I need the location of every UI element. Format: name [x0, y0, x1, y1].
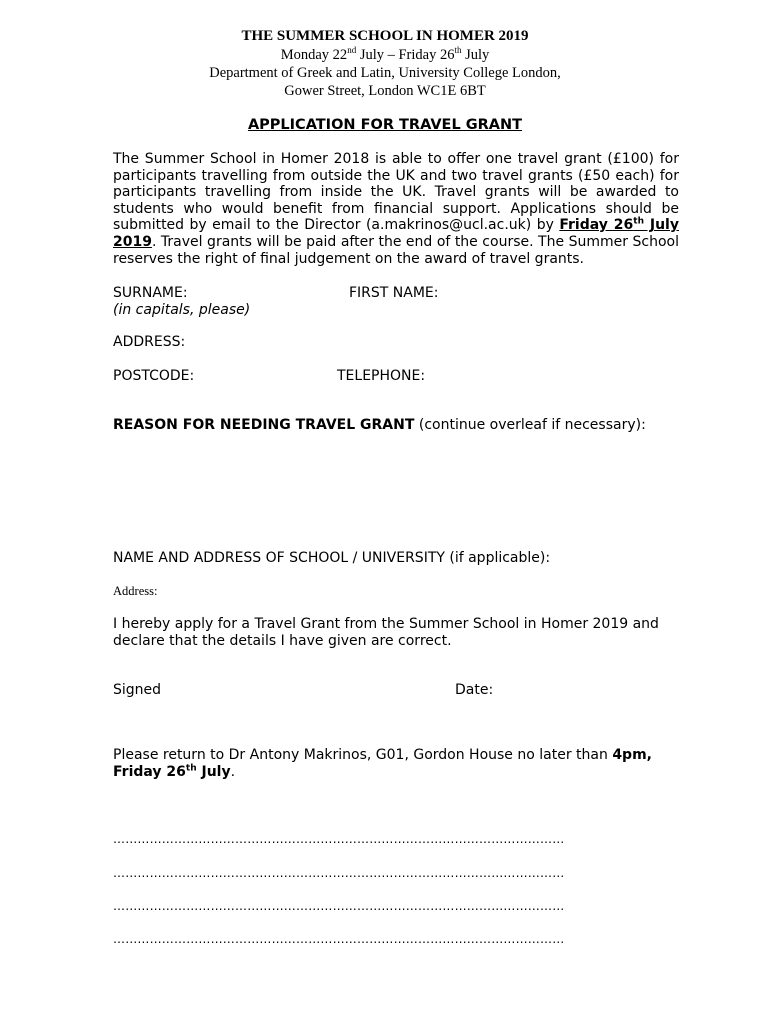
surname-note: (in capitals, please) [113, 302, 251, 318]
return-instructions: Please return to Dr Antony Makrinos, G01, Gordon House no later than 4pm, Friday 26th July. [113, 747, 652, 780]
telephone-label: TELEPHONE: [337, 368, 426, 384]
department-line: Department of Greek and Latin, University College London, [209, 65, 561, 81]
deadline: Friday 26th July 2019 [113, 216, 679, 250]
date-label: Date: [455, 682, 494, 698]
dotted-line: ………………………………………………………………………………………………… [113, 932, 565, 946]
intro-paragraph: The Summer School in Homer 2018 is able to offer one travel grant (£100) for participants travelling from outside the UK and two travel grants (£50 each) for participants travelling from inside the UK. Travel grants will be awarded to students who would benefit from financial support. Applications should be submitted by email to the Director (a.makrinos@ucl.ac.uk) by Friday 26th July 2019. Travel grants will be paid after the end of the course. The Summer School reserves the right of final judgement on the award of travel grants. [113, 151, 679, 267]
dotted-line: ………………………………………………………………………………………………… [113, 866, 565, 880]
first-name-label: FIRST NAME: [349, 285, 439, 301]
form-title: APPLICATION FOR TRAVEL GRANT [247, 117, 523, 133]
school-address-label: Address: [113, 584, 158, 598]
dotted-line: ………………………………………………………………………………………………… [113, 832, 565, 846]
declaration-text: I hereby apply for a Travel Grant from the Summer School in Homer 2019 and declare that the details I have given are correct. [113, 616, 659, 649]
address-line: Gower Street, London WC1E 6BT [284, 83, 486, 99]
signed-label: Signed [113, 682, 162, 698]
postcode-label: POSTCODE: [113, 368, 195, 384]
reason-label: REASON FOR NEEDING TRAVEL GRANT (continue overleaf if necessary): [113, 417, 646, 433]
event-title: THE SUMMER SCHOOL IN HOMER 2019 [241, 28, 529, 44]
event-dates: Monday 22nd July – Friday 26th July [280, 45, 490, 63]
school-label: NAME AND ADDRESS OF SCHOOL / UNIVERSITY (if applicable): [113, 550, 551, 566]
dotted-line: ………………………………………………………………………………………………… [113, 899, 565, 913]
address-label: ADDRESS: [113, 334, 186, 350]
surname-label: SURNAME: [113, 285, 188, 301]
